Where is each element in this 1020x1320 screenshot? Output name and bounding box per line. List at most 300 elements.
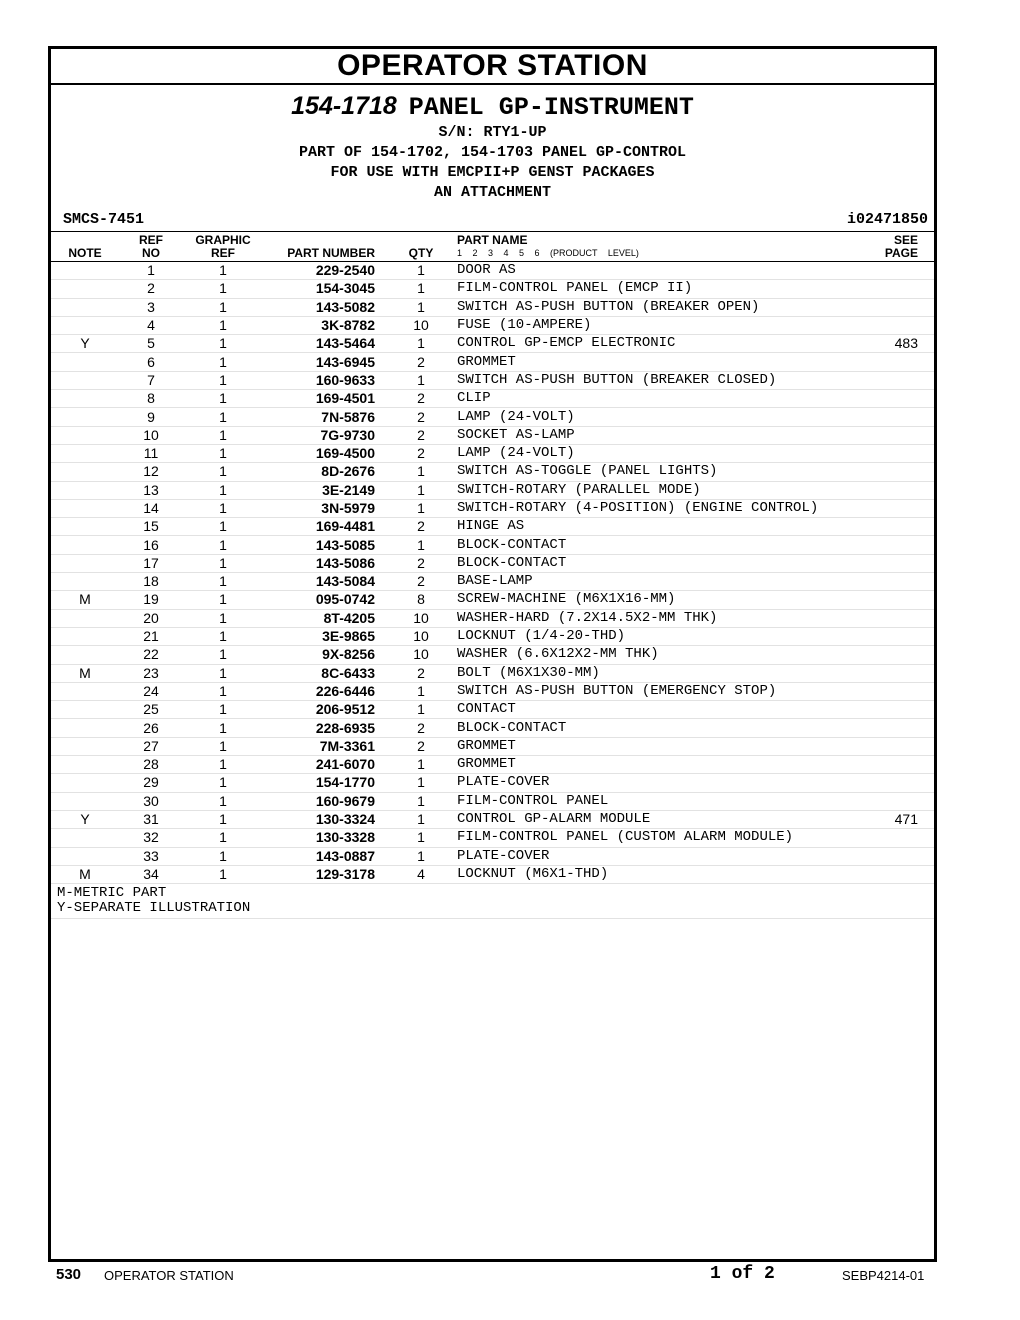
ref-number-cell: 27 [119,737,183,755]
footer-section: OPERATOR STATION [104,1268,234,1283]
part-number-cell: 3N-5979 [263,499,387,517]
note-cell [51,737,119,755]
see-page-cell [864,408,934,426]
part-name-cell: SOCKET AS-LAMP [455,426,864,444]
table-row [51,810,934,828]
ref-number-cell: 21 [119,627,183,645]
see-page-cell [864,627,934,645]
ref-number-cell: 13 [119,481,183,499]
table-row [51,627,934,645]
graphic-ref-cell: 1 [183,335,263,353]
see-page-cell [864,646,934,664]
legend [51,884,934,919]
see-page-cell [864,463,934,481]
quantity-cell: 10 [387,627,455,645]
part-number-cell: 3K-8782 [263,316,387,334]
part-number-cell: 3E-9865 [263,627,387,645]
part-name-cell: SWITCH AS-PUSH BUTTON (BREAKER OPEN) [455,298,864,316]
see-page-cell [864,554,934,572]
graphic-ref-cell: 1 [183,408,263,426]
part-name-cell: BLOCK-CONTACT [455,536,864,554]
note-cell [51,829,119,847]
part-number-cell: 143-6945 [263,353,387,371]
graphic-ref-cell: 1 [183,518,263,536]
part-number-cell: 7G-9730 [263,426,387,444]
quantity-cell: 2 [387,719,455,737]
note-cell [51,792,119,810]
ref-number-cell: 34 [119,865,183,883]
note-cell [51,847,119,865]
illustration-id: i02471850 [846,211,928,228]
see-page-cell [864,756,934,774]
part-name-cell: SCREW-MACHINE (M6X1X16-MM) [455,591,864,609]
ref-number-cell: 19 [119,591,183,609]
see-page-cell [864,426,934,444]
graphic-ref-cell: 1 [183,774,263,792]
see-page-cell [864,792,934,810]
part-number-cell: 241-6070 [263,756,387,774]
col-note-header: NOTE [51,232,119,262]
part-name-cell: BOLT (M6X1X30-MM) [455,664,864,682]
note-cell: Y [51,810,119,828]
table-row [51,664,934,682]
note-cell [51,701,119,719]
part-name-cell: BLOCK-CONTACT [455,554,864,572]
graphic-ref-cell: 1 [183,737,263,755]
table-row [51,609,934,627]
table-row [51,481,934,499]
part-number-cell: 8T-4205 [263,609,387,627]
table-row [51,701,934,719]
see-page-cell [864,573,934,591]
part-number-cell: 143-0887 [263,847,387,865]
part-name-cell: FUSE (10-AMPERE) [455,316,864,334]
quantity-cell: 8 [387,591,455,609]
graphic-ref-cell: 1 [183,719,263,737]
see-page-cell [864,280,934,298]
part-name-cell: CLIP [455,390,864,408]
see-page-cell [864,262,934,280]
table-row [51,756,934,774]
ref-number-cell: 4 [119,316,183,334]
graphic-ref-cell: 1 [183,481,263,499]
quantity-cell: 1 [387,280,455,298]
graphic-ref-cell: 1 [183,426,263,444]
table-row [51,591,934,609]
note-cell [51,390,119,408]
note-cell [51,682,119,700]
part-number-cell: 143-5085 [263,536,387,554]
note-cell [51,499,119,517]
graphic-ref-cell: 1 [183,499,263,517]
document-number: SEBP4214-01 [842,1268,925,1283]
part-number-cell: 226-6446 [263,682,387,700]
quantity-cell: 2 [387,426,455,444]
part-number-cell: 143-5464 [263,335,387,353]
part-name-cell: LAMP (24-VOLT) [455,408,864,426]
see-page-cell [864,829,934,847]
table-row [51,737,934,755]
part-number-cell: 129-3178 [263,865,387,883]
graphic-ref-cell: 1 [183,280,263,298]
note-cell [51,444,119,462]
note-cell [51,627,119,645]
table-row [51,865,934,883]
graphic-ref-cell: 1 [183,609,263,627]
quantity-cell: 1 [387,774,455,792]
table-row [51,719,934,737]
part-name-cell: LAMP (24-VOLT) [455,444,864,462]
graphic-ref-cell: 1 [183,573,263,591]
quantity-cell: 1 [387,756,455,774]
part-number-cell: 169-4481 [263,518,387,536]
graphic-ref-cell: 1 [183,554,263,572]
graphic-ref-cell: 1 [183,353,263,371]
quantity-cell: 2 [387,408,455,426]
col-see-page-header: SEE PAGE [864,232,934,262]
part-number-cell: 160-9633 [263,371,387,389]
quantity-cell: 1 [387,371,455,389]
note-cell: M [51,865,119,883]
part-name-cell: BLOCK-CONTACT [455,719,864,737]
page-footer [0,1262,1020,1292]
see-page-cell [864,444,934,462]
note-cell [51,646,119,664]
table-row [51,262,934,280]
part-number-cell: 143-5084 [263,573,387,591]
ref-number-cell: 26 [119,719,183,737]
graphic-ref-cell: 1 [183,262,263,280]
part-name-cell: FILM-CONTROL PANEL (CUSTOM ALARM MODULE) [455,829,864,847]
smcs-code: SMCS-7451 [63,211,145,228]
part-name-cell: FILM-CONTROL PANEL (EMCP II) [455,280,864,298]
part-number-cell: 206-9512 [263,701,387,719]
ref-number-cell: 12 [119,463,183,481]
part-number-cell: 143-5082 [263,298,387,316]
part-name-cell: DOOR AS [455,262,864,280]
parts-table [51,231,934,884]
see-page-cell [864,316,934,334]
part-name-cell: SWITCH-ROTARY (4-POSITION) (ENGINE CONTROL) [455,499,864,517]
quantity-cell: 4 [387,865,455,883]
quantity-cell: 1 [387,481,455,499]
ref-number-cell: 30 [119,792,183,810]
part-name-cell: BASE-LAMP [455,573,864,591]
part-name-cell: SWITCH AS-PUSH BUTTON (EMERGENCY STOP) [455,682,864,700]
graphic-ref-cell: 1 [183,664,263,682]
product-level-scale: 1 2 3 4 5 6 (PRODUCT LEVEL) [457,248,639,258]
note-cell [51,463,119,481]
quantity-cell: 2 [387,518,455,536]
graphic-ref-cell: 1 [183,536,263,554]
col-part-number-header: PART NUMBER [263,232,387,262]
col-ref-header: REF NO [119,232,183,262]
table-row [51,847,934,865]
quantity-cell: 10 [387,316,455,334]
quantity-cell: 1 [387,536,455,554]
table-row [51,682,934,700]
graphic-ref-cell: 1 [183,591,263,609]
table-row [51,298,934,316]
parts-body [51,262,934,884]
ref-number-cell: 20 [119,609,183,627]
graphic-ref-cell: 1 [183,810,263,828]
table-row [51,408,934,426]
ref-number-cell: 15 [119,518,183,536]
part-number-cell: 169-4501 [263,390,387,408]
quantity-cell: 1 [387,847,455,865]
ref-number-cell: 18 [119,573,183,591]
see-page-cell [864,536,934,554]
table-row [51,371,934,389]
see-page-cell [864,609,934,627]
note-cell [51,408,119,426]
quantity-cell: 1 [387,463,455,481]
quantity-cell: 2 [387,353,455,371]
table-row [51,390,934,408]
part-number-cell: 154-1770 [263,774,387,792]
note-cell [51,609,119,627]
page-of: 1 of 2 [710,1264,775,1284]
part-name-cell: LOCKNUT (1/4-20-THD) [455,627,864,645]
table-row [51,463,934,481]
graphic-ref-cell: 1 [183,298,263,316]
note-cell [51,371,119,389]
see-page-cell: 471 [864,810,934,828]
see-page-cell [864,298,934,316]
ref-number-cell: 7 [119,371,183,389]
ref-number-cell: 1 [119,262,183,280]
ref-number-cell: 32 [119,829,183,847]
part-number-cell: 8C-6433 [263,664,387,682]
part-name-cell: WASHER-HARD (7.2X14.5X2-MM THK) [455,609,864,627]
see-page-cell [864,591,934,609]
table-row [51,426,934,444]
part-number-cell: 130-3328 [263,829,387,847]
part-name-cell: FILM-CONTROL PANEL [455,792,864,810]
note-cell: Y [51,335,119,353]
part-name-cell: SWITCH AS-PUSH BUTTON (BREAKER CLOSED) [455,371,864,389]
part-name-cell: GROMMET [455,353,864,371]
table-row [51,499,934,517]
see-page-cell [864,664,934,682]
ref-number-cell: 5 [119,335,183,353]
page-number: 530 [56,1266,82,1283]
part-number-cell: 154-3045 [263,280,387,298]
part-name-cell: PLATE-COVER [455,774,864,792]
part-number-cell: 8D-2676 [263,463,387,481]
meta-row [51,209,934,231]
note-cell [51,316,119,334]
note-cell [51,536,119,554]
quantity-cell: 1 [387,829,455,847]
quantity-cell: 1 [387,298,455,316]
part-number-cell: 9X-8256 [263,646,387,664]
part-name-cell: SWITCH-ROTARY (PARALLEL MODE) [455,481,864,499]
part-name-cell: LOCKNUT (M6X1-THD) [455,865,864,883]
see-page-cell [864,499,934,517]
section-title: OPERATOR STATION [51,49,934,85]
ref-number-cell: 28 [119,756,183,774]
note-cell [51,353,119,371]
part-name-cell: HINGE AS [455,518,864,536]
table-row [51,829,934,847]
graphic-ref-cell: 1 [183,444,263,462]
part-of-line: PART OF 154-1702, 154-1703 PANEL GP-CONTROL [298,144,687,161]
ref-number-cell: 14 [119,499,183,517]
part-name-cell: GROMMET [455,756,864,774]
quantity-cell: 2 [387,444,455,462]
graphic-ref-cell: 1 [183,371,263,389]
graphic-ref-cell: 1 [183,865,263,883]
table-row [51,573,934,591]
group-part-name: PANEL GP-INSTRUMENT [408,93,694,122]
note-cell [51,554,119,572]
part-number-cell: 169-4500 [263,444,387,462]
part-name-cell: GROMMET [455,737,864,755]
graphic-ref-cell: 1 [183,829,263,847]
graphic-ref-cell: 1 [183,390,263,408]
part-number-cell: 228-6935 [263,719,387,737]
note-cell [51,280,119,298]
quantity-cell: 2 [387,390,455,408]
ref-number-cell: 3 [119,298,183,316]
graphic-ref-cell: 1 [183,701,263,719]
part-number-cell: 160-9679 [263,792,387,810]
part-number-cell: 3E-2149 [263,481,387,499]
part-number-cell: 7M-3361 [263,737,387,755]
quantity-cell: 2 [387,554,455,572]
attachment-line: AN ATTACHMENT [433,184,552,201]
note-cell [51,719,119,737]
note-cell [51,262,119,280]
see-page-cell [864,390,934,408]
see-page-cell [864,481,934,499]
graphic-ref-cell: 1 [183,682,263,700]
quantity-cell: 10 [387,646,455,664]
col-qty-header: QTY [387,232,455,262]
ref-number-cell: 8 [119,390,183,408]
legend-separate-illustration: Y-SEPARATE ILLUSTRATION [57,900,251,917]
note-cell: M [51,664,119,682]
see-page-cell [864,774,934,792]
note-cell: M [51,591,119,609]
part-name-cell: CONTROL GP-ALARM MODULE [455,810,864,828]
quantity-cell: 1 [387,810,455,828]
group-part-number: 154-1718 [291,92,397,120]
ref-number-cell: 23 [119,664,183,682]
ref-number-cell: 24 [119,682,183,700]
ref-number-cell: 31 [119,810,183,828]
quantity-cell: 1 [387,792,455,810]
ref-number-cell: 33 [119,847,183,865]
graphic-ref-cell: 1 [183,627,263,645]
table-row [51,335,934,353]
table-row [51,518,934,536]
note-cell [51,518,119,536]
ref-number-cell: 11 [119,444,183,462]
quantity-cell: 10 [387,609,455,627]
see-page-cell [864,353,934,371]
graphic-ref-cell: 1 [183,792,263,810]
ref-number-cell: 29 [119,774,183,792]
part-name-cell: SWITCH AS-TOGGLE (PANEL LIGHTS) [455,463,864,481]
table-header-row [51,232,934,262]
graphic-ref-cell: 1 [183,847,263,865]
ref-number-cell: 10 [119,426,183,444]
part-name-cell: CONTACT [455,701,864,719]
see-page-cell [864,371,934,389]
quantity-cell: 1 [387,701,455,719]
quantity-cell: 2 [387,573,455,591]
see-page-cell [864,518,934,536]
part-number-cell: 130-3324 [263,810,387,828]
part-number-cell: 095-0742 [263,591,387,609]
graphic-ref-cell: 1 [183,316,263,334]
table-row [51,353,934,371]
table-row [51,280,934,298]
table-row [51,536,934,554]
note-cell [51,774,119,792]
see-page-cell [864,737,934,755]
note-cell [51,481,119,499]
col-part-name-header: PART NAME 1 2 3 4 5 6 (PRODUCT LEVEL) [455,232,864,262]
ref-number-cell: 9 [119,408,183,426]
quantity-cell: 1 [387,499,455,517]
table-row [51,444,934,462]
table-row [51,646,934,664]
serial-number: S/N: RTY1-UP [438,124,547,141]
ref-number-cell: 6 [119,353,183,371]
quantity-cell: 1 [387,682,455,700]
note-cell [51,573,119,591]
quantity-cell: 1 [387,335,455,353]
part-name-cell: WASHER (6.6X12X2-MM THK) [455,646,864,664]
ref-number-cell: 22 [119,646,183,664]
table-row [51,792,934,810]
quantity-cell: 1 [387,262,455,280]
quantity-cell: 2 [387,664,455,682]
part-number-cell: 229-2540 [263,262,387,280]
quantity-cell: 2 [387,737,455,755]
see-page-cell [864,701,934,719]
graphic-ref-cell: 1 [183,756,263,774]
ref-number-cell: 25 [119,701,183,719]
col-graphic-ref-header: GRAPHIC REF [183,232,263,262]
note-cell [51,298,119,316]
see-page-cell [864,719,934,737]
table-row [51,554,934,572]
see-page-cell [864,865,934,883]
table-row [51,774,934,792]
see-page-cell: 483 [864,335,934,353]
ref-number-cell: 2 [119,280,183,298]
part-name-cell: PLATE-COVER [455,847,864,865]
table-row [51,316,934,334]
note-cell [51,426,119,444]
legend-metric: M-METRIC PART [57,885,167,902]
main-title [51,91,934,123]
see-page-cell [864,682,934,700]
use-with-line: FOR USE WITH EMCPII+P GENST PACKAGES [330,164,655,181]
part-number-cell: 7N-5876 [263,408,387,426]
note-cell [51,756,119,774]
ref-number-cell: 16 [119,536,183,554]
page-frame [48,46,937,1262]
see-page-cell [864,847,934,865]
graphic-ref-cell: 1 [183,646,263,664]
ref-number-cell: 17 [119,554,183,572]
